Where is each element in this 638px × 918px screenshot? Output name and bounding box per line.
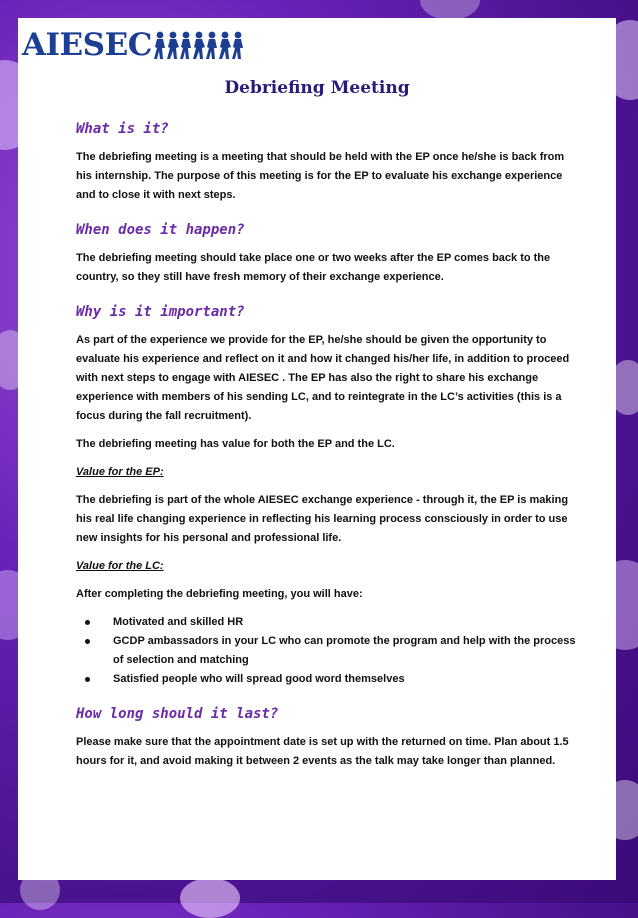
logo-text: AIESEC: [22, 26, 152, 63]
document-title: Debriefing Meeting: [224, 78, 410, 98]
section-heading-what: What is it?: [76, 121, 169, 137]
background-bubble: [420, 0, 480, 20]
list-item: [76, 632, 576, 670]
bullet-icon: [85, 639, 90, 644]
paragraph: The debriefing meeting should take place one or two weeks after the EP comes back to the country, so they still have fresh memory of their exchange experience.: [76, 252, 551, 283]
document-page: [18, 18, 616, 880]
section-heading-why: Why is it important?: [76, 304, 245, 320]
list-item-text: Motivated and skilled HR: [113, 616, 244, 628]
bullet-icon: [85, 620, 90, 625]
section-heading-how-long: How long should it last?: [76, 706, 279, 722]
people-figures-icon: [154, 30, 246, 60]
list-item: [76, 613, 576, 632]
list-item-text: GCDP ambassadors in your LC who can promote the program and help with the process of selection and matching: [113, 635, 576, 666]
paragraph: The debriefing is part of the whole AIESEC exchange experience - through it, the EP is making his real life changing experience in reflecting his learning process consciously in order to use new insights for his personal and professional life.: [76, 494, 569, 544]
paragraph: Please make sure that the appointment date is set up with the returned on time. Plan about 1.5 hours for it, and avoid making it between 2 events as the talk may take longer than planned.: [76, 736, 569, 767]
value-ep-label: Value for the EP:: [76, 466, 164, 478]
bullet-icon: [85, 677, 90, 682]
document-body: [76, 120, 576, 780]
paragraph: After completing the debriefing meeting, you will have:: [76, 588, 363, 600]
paragraph: The debriefing meeting is a meeting that should be held with the EP once he/she is back from his internship. The purpose of this meeting is for the EP to evaluate his exchange experience and to close it with next steps.: [76, 151, 565, 201]
background-bubble: [180, 878, 240, 918]
value-lc-list: [76, 613, 576, 689]
value-lc-label: Value for the LC:: [76, 560, 164, 572]
list-item: [76, 670, 576, 689]
paragraph: As part of the experience we provide for the EP, he/she should be given the opportunity to evaluate his experience and reflect on it and how it changed his/her life, in addition to proceed with next steps to engage with AIESEC . The EP has also the right to share his exchange experience with members of his sending LC, and to reintegrate in the LC’s activities (this is a focus during the fall recruitment).: [76, 334, 570, 422]
section-heading-when: When does it happen?: [76, 222, 245, 238]
aiesec-logo: [22, 26, 246, 63]
list-item-text: Satisfied people who will spread good word themselves: [113, 673, 405, 685]
paragraph: The debriefing meeting has value for both the EP and the LC.: [76, 438, 395, 450]
